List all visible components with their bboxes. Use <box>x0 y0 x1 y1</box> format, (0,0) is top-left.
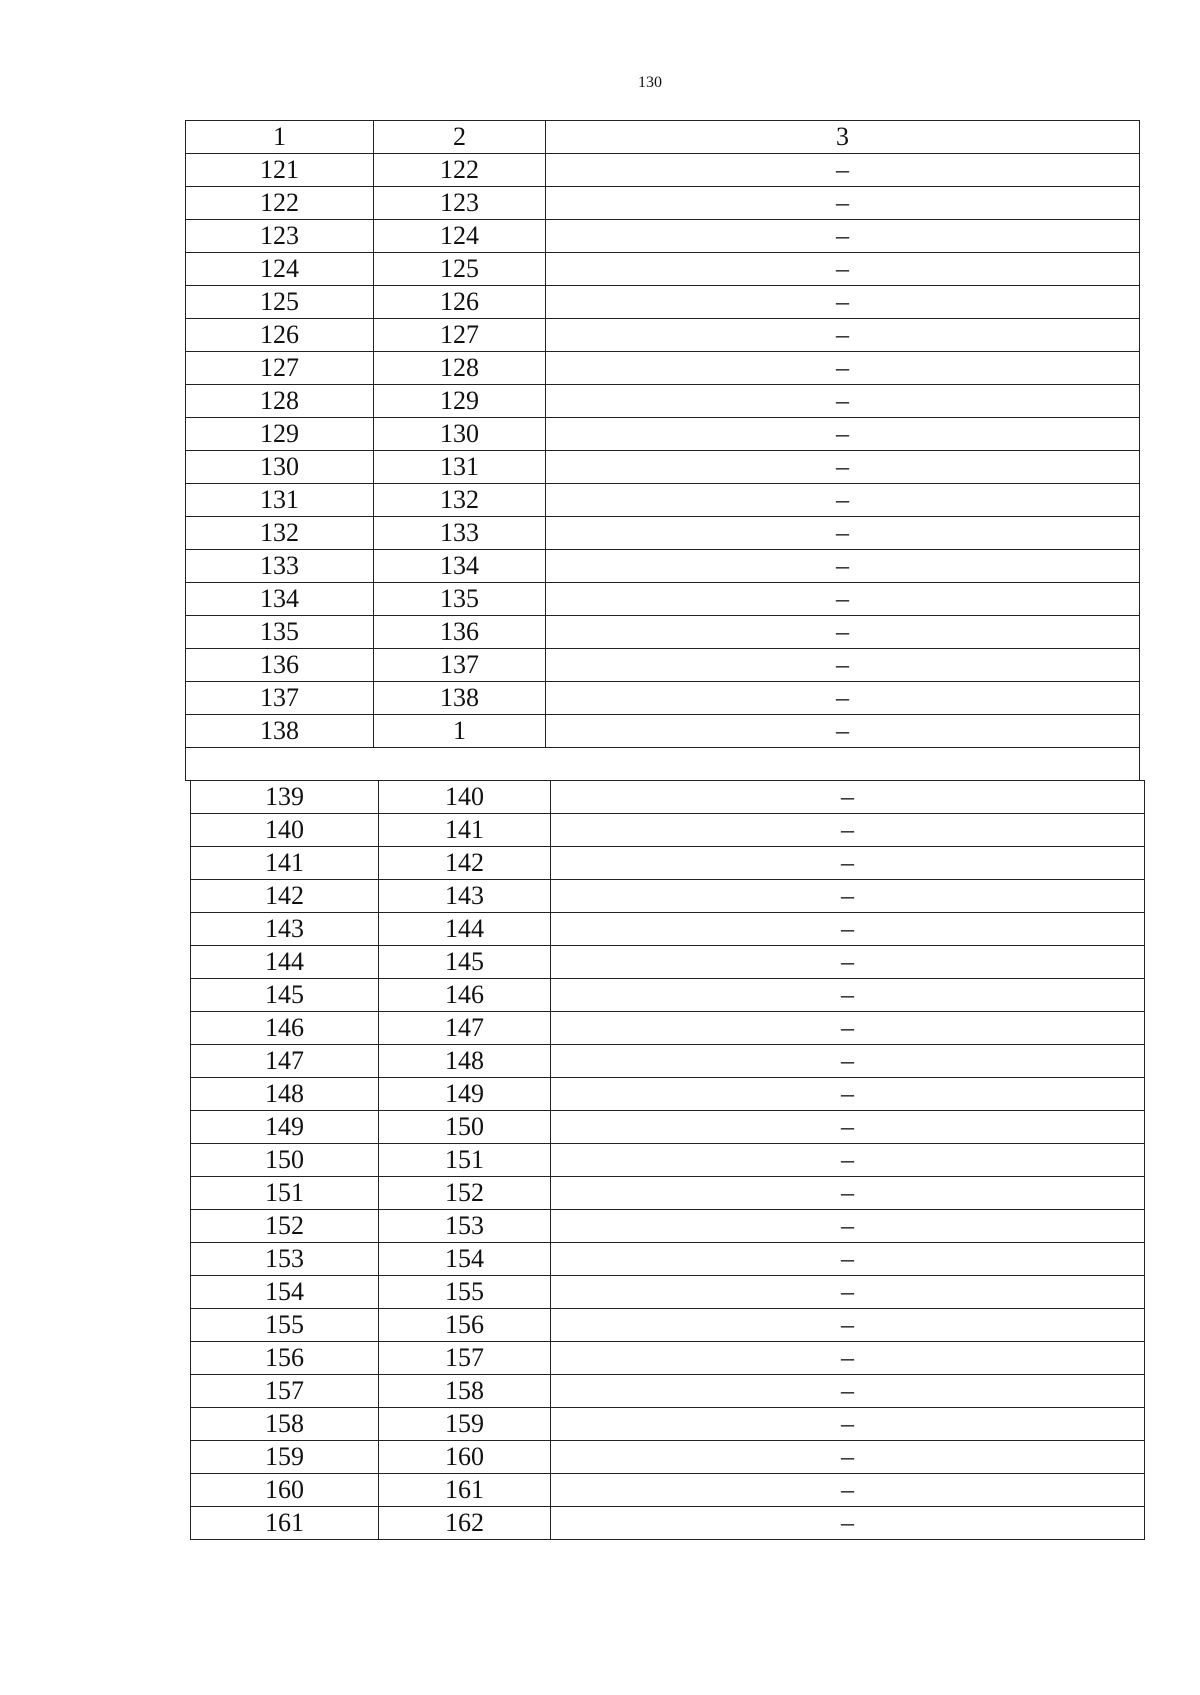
separator-cell <box>186 748 1140 781</box>
table-cell-col3: – <box>546 682 1140 715</box>
table-cell-col3: – <box>551 846 1145 879</box>
table-cell-col3: – <box>551 1374 1145 1407</box>
table-cell-col1: 157 <box>191 1374 379 1407</box>
table-cell-col3: – <box>551 1110 1145 1143</box>
table-cell-col2: 126 <box>374 286 546 319</box>
table-cell-col1: 127 <box>186 352 374 385</box>
table-cell-col1: 125 <box>186 286 374 319</box>
table-cell-col2: 157 <box>379 1341 551 1374</box>
table-cell-col1: 134 <box>186 583 374 616</box>
table-row <box>191 1110 1145 1143</box>
table-row <box>186 550 1140 583</box>
table-row <box>186 319 1140 352</box>
table-cell-col1: 153 <box>191 1242 379 1275</box>
table-cell-col2: 151 <box>379 1143 551 1176</box>
table-row <box>191 1209 1145 1242</box>
table-cell-col2: 1 <box>374 715 546 748</box>
table-body-lower <box>191 780 1145 1539</box>
table-cell-col2: 161 <box>379 1473 551 1506</box>
table-cell-col2: 143 <box>379 879 551 912</box>
table-cell-col3: – <box>551 1209 1145 1242</box>
table-cell-col2: 162 <box>379 1506 551 1539</box>
table-cell-col1: 156 <box>191 1341 379 1374</box>
table-cell-col1: 126 <box>186 319 374 352</box>
table-row <box>191 1374 1145 1407</box>
table-cell-col1: 136 <box>186 649 374 682</box>
table-cell-col3: – <box>551 978 1145 1011</box>
table-cell-col3: – <box>551 1275 1145 1308</box>
table-row <box>186 220 1140 253</box>
table-cell-col1: 152 <box>191 1209 379 1242</box>
table-row <box>186 484 1140 517</box>
table-cell-col2: 138 <box>374 682 546 715</box>
table-cell-col1: 124 <box>186 253 374 286</box>
table-cell-col2: 127 <box>374 319 546 352</box>
table-cell-col1: 151 <box>191 1176 379 1209</box>
table-cell-col3: – <box>551 945 1145 978</box>
table-cell-col2: 132 <box>374 484 546 517</box>
table-cell-col2: 125 <box>374 253 546 286</box>
table-cell-col2: 134 <box>374 550 546 583</box>
table-cell-col2: 156 <box>379 1308 551 1341</box>
table-row <box>191 1044 1145 1077</box>
table-cell-col2: 144 <box>379 912 551 945</box>
table-cell-col3: – <box>551 1011 1145 1044</box>
table-cell-col1: 122 <box>186 187 374 220</box>
table-row <box>186 352 1140 385</box>
table-cell-col2: 150 <box>379 1110 551 1143</box>
table-cell-col2: 148 <box>379 1044 551 1077</box>
table-cell-col2: 136 <box>374 616 546 649</box>
table-row <box>191 978 1145 1011</box>
table-cell-col3: – <box>546 484 1140 517</box>
data-table-upper <box>185 120 1140 781</box>
table-cell-col1: 123 <box>186 220 374 253</box>
table-cell-col3: – <box>551 1506 1145 1539</box>
table-cell-col3: – <box>551 1176 1145 1209</box>
table-cell-col3: – <box>551 813 1145 846</box>
table-cell-col3: – <box>551 780 1145 813</box>
table-cell-col1: 142 <box>191 879 379 912</box>
table-row <box>186 682 1140 715</box>
table-cell-col1: 137 <box>186 682 374 715</box>
table-cell-col3: – <box>546 253 1140 286</box>
table-cell-col3: – <box>546 715 1140 748</box>
separator-row <box>186 748 1140 781</box>
page-number: 130 <box>638 74 662 91</box>
table-cell-col3: – <box>546 517 1140 550</box>
data-table-container <box>185 120 1140 1540</box>
table-cell-col1: 130 <box>186 451 374 484</box>
table-cell-col1: 131 <box>186 484 374 517</box>
table-cell-col3: – <box>551 879 1145 912</box>
table-row <box>186 616 1140 649</box>
table-cell-col3: – <box>546 616 1140 649</box>
table-cell-col3: – <box>546 220 1140 253</box>
table-row <box>186 715 1140 748</box>
table-row <box>191 1506 1145 1539</box>
table-row <box>186 583 1140 616</box>
table-cell-col3: – <box>546 319 1140 352</box>
table-cell-col3: – <box>546 451 1140 484</box>
table-cell-col3: – <box>546 187 1140 220</box>
table-row <box>191 1242 1145 1275</box>
table-row <box>191 1077 1145 1110</box>
table-cell-col2: 133 <box>374 517 546 550</box>
table-cell-col2: 141 <box>379 813 551 846</box>
table-cell-col1: 161 <box>191 1506 379 1539</box>
header-cell-3: 3 <box>546 121 1140 154</box>
table-cell-col1: 154 <box>191 1275 379 1308</box>
table-cell-col2: 140 <box>379 780 551 813</box>
table-row <box>186 517 1140 550</box>
table-cell-col2: 154 <box>379 1242 551 1275</box>
table-cell-col2: 130 <box>374 418 546 451</box>
table-cell-col3: – <box>551 1242 1145 1275</box>
table-row <box>191 1275 1145 1308</box>
table-cell-col2: 135 <box>374 583 546 616</box>
table-row <box>191 1308 1145 1341</box>
table-cell-col1: 138 <box>186 715 374 748</box>
table-body-upper <box>186 121 1140 748</box>
table-cell-col2: 147 <box>379 1011 551 1044</box>
table-row <box>191 879 1145 912</box>
table-cell-col3: – <box>551 1341 1145 1374</box>
table-row <box>186 385 1140 418</box>
table-cell-col2: 152 <box>379 1176 551 1209</box>
table-cell-col1: 121 <box>186 154 374 187</box>
table-cell-col3: – <box>546 550 1140 583</box>
header-row <box>186 121 1140 154</box>
table-cell-col1: 149 <box>191 1110 379 1143</box>
table-cell-col1: 148 <box>191 1077 379 1110</box>
table-cell-col2: 146 <box>379 978 551 1011</box>
table-cell-col3: – <box>546 385 1140 418</box>
table-cell-col1: 145 <box>191 978 379 1011</box>
table-row <box>191 1407 1145 1440</box>
table-cell-col2: 128 <box>374 352 546 385</box>
table-cell-col2: 149 <box>379 1077 551 1110</box>
table-cell-col3: – <box>551 1143 1145 1176</box>
header-cell-1: 1 <box>186 121 374 154</box>
table-row <box>186 451 1140 484</box>
table-cell-col3: – <box>551 1044 1145 1077</box>
table-cell-col2: 129 <box>374 385 546 418</box>
table-cell-col1: 141 <box>191 846 379 879</box>
table-cell-col2: 155 <box>379 1275 551 1308</box>
table-cell-col1: 140 <box>191 813 379 846</box>
table-row <box>186 418 1140 451</box>
table-cell-col2: 153 <box>379 1209 551 1242</box>
table-cell-col2: 142 <box>379 846 551 879</box>
table-row <box>186 253 1140 286</box>
table-cell-col3: – <box>546 352 1140 385</box>
table-row <box>191 912 1145 945</box>
table-cell-col1: 158 <box>191 1407 379 1440</box>
header-cell-2: 2 <box>374 121 546 154</box>
table-cell-col1: 139 <box>191 780 379 813</box>
table-cell-col3: – <box>551 1077 1145 1110</box>
table-cell-col3: – <box>546 286 1140 319</box>
table-cell-col1: 133 <box>186 550 374 583</box>
table-row <box>186 187 1140 220</box>
table-cell-col1: 144 <box>191 945 379 978</box>
table-cell-col3: – <box>551 1308 1145 1341</box>
table-row <box>191 1440 1145 1473</box>
table-row <box>191 1143 1145 1176</box>
table-cell-col3: – <box>551 1407 1145 1440</box>
table-cell-col1: 160 <box>191 1473 379 1506</box>
table-cell-col1: 150 <box>191 1143 379 1176</box>
table-cell-col1: 146 <box>191 1011 379 1044</box>
table-cell-col3: – <box>551 1473 1145 1506</box>
table-row <box>186 154 1140 187</box>
table-cell-col3: – <box>551 912 1145 945</box>
table-cell-col1: 143 <box>191 912 379 945</box>
table-cell-col3: – <box>546 583 1140 616</box>
table-row <box>191 1011 1145 1044</box>
table-row <box>186 286 1140 319</box>
table-row <box>191 780 1145 813</box>
table-cell-col1: 147 <box>191 1044 379 1077</box>
table-cell-col3: – <box>551 1440 1145 1473</box>
table-cell-col2: 137 <box>374 649 546 682</box>
table-cell-col2: 145 <box>379 945 551 978</box>
table-cell-col2: 159 <box>379 1407 551 1440</box>
table-cell-col2: 124 <box>374 220 546 253</box>
table-cell-col2: 160 <box>379 1440 551 1473</box>
table-cell-col1: 159 <box>191 1440 379 1473</box>
table-row <box>186 649 1140 682</box>
table-row <box>191 1473 1145 1506</box>
table-row <box>191 1176 1145 1209</box>
table-cell-col2: 158 <box>379 1374 551 1407</box>
table-row <box>191 813 1145 846</box>
table-cell-col1: 128 <box>186 385 374 418</box>
table-cell-col3: – <box>546 418 1140 451</box>
table-cell-col1: 132 <box>186 517 374 550</box>
table-cell-col2: 131 <box>374 451 546 484</box>
table-cell-col1: 135 <box>186 616 374 649</box>
table-cell-col1: 155 <box>191 1308 379 1341</box>
table-cell-col2: 122 <box>374 154 546 187</box>
table-row <box>191 945 1145 978</box>
table-cell-col3: – <box>546 154 1140 187</box>
table-row <box>191 846 1145 879</box>
table-cell-col3: – <box>546 649 1140 682</box>
table-cell-col1: 129 <box>186 418 374 451</box>
data-table-lower <box>190 780 1145 1540</box>
table-cell-col2: 123 <box>374 187 546 220</box>
table-row <box>191 1341 1145 1374</box>
